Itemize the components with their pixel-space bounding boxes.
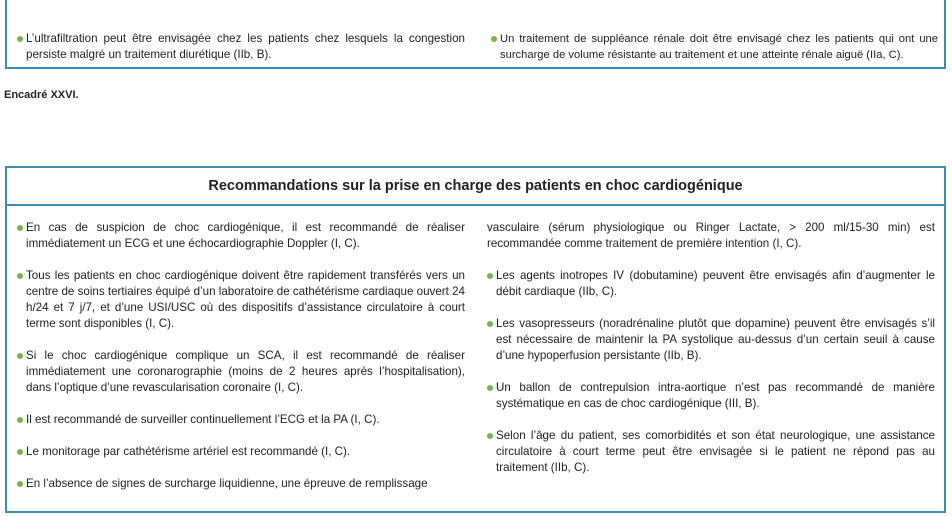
bullet-icon (17, 449, 23, 455)
list-item (491, 31, 938, 63)
bullet-icon (487, 433, 493, 439)
list-item (17, 348, 465, 396)
left-column (17, 220, 465, 508)
list-item (17, 412, 465, 428)
list-item (487, 428, 935, 476)
bullet-icon (17, 353, 23, 359)
item-text: Les agents inotropes IV (dobutamine) peuvent être envisagés afin d’augmenter le débit cardiaque (IIb, C). (496, 269, 935, 298)
top-left-column (17, 31, 465, 79)
bullet-icon (491, 36, 497, 42)
item-text: Le monitorage par cathétérisme artériel est recommandé (I, C). (26, 445, 351, 458)
list-item (17, 31, 465, 63)
bullet-icon (487, 321, 493, 327)
item-text: Tous les patients en choc cardiogénique doivent être rapidement transférés vers un centre de soins tertiaires équipé d’un laboratoire de cathétérisme cardiaque ouvert 24 h/24 et 7 j/7, et d’une USI/USC où des dispositifs d’assistance circulatoire à court terme sont disponibles (I, C). (26, 269, 465, 330)
bullet-icon (487, 273, 493, 279)
previous-recommendation-box (5, 0, 946, 69)
top-right-column (491, 31, 938, 79)
item-text: En l’absence de signes de surcharge liquidienne, une épreuve de remplissage (26, 477, 428, 490)
item-text: vasculaire (sérum physiologique ou Ringer Lactate, > 200 ml/15-30 min) est recommandée comme traitement de première intention (I, C). (487, 221, 935, 250)
item-text: Les vasopresseurs (noradrénaline plutôt que dopamine) peuvent être envisagés s’il est nécessaire de maintenir la PA systolique au-dessus d’un certain seuil à cause d’une hypoperfusion persistante (IIb, B). (496, 317, 935, 362)
list-item (17, 476, 465, 492)
list-item (487, 380, 935, 412)
bullet-icon (17, 417, 23, 423)
box-title: Recommandations sur la prise en charge des patients en choc cardiogénique (7, 168, 944, 206)
item-text: Un traitement de suppléance rénale doit être envisagé chez les patients qui ont une surcharge de volume résistante au traitement et une atteinte rénale aiguë (IIa, C). (500, 33, 938, 61)
item-text: Selon l’âge du patient, ses comorbidités et son état neurologique, une assistance circulatoire à court terme peut être envisagée si le patient ne répond pas au traitement (IIb, C). (496, 429, 935, 474)
recommendation-box (5, 166, 946, 513)
bullet-icon (17, 481, 23, 487)
right-column (487, 220, 935, 492)
item-text: En cas de suspicion de choc cardiogénique, il est recommandé de réaliser immédiatement un ECG et une échocardiographie Doppler (I, C). (26, 221, 465, 250)
list-item-continuation (487, 220, 935, 252)
bullet-icon (487, 385, 493, 391)
item-text: Un ballon de contrepulsion intra-aortique n’est pas recommandé de manière systématique en cas de choc cardiogénique (III, B). (496, 381, 935, 410)
bullet-icon (17, 273, 23, 279)
list-item (487, 316, 935, 364)
box-caption: Encadré XXVI. (4, 89, 79, 101)
bullet-icon (17, 225, 23, 231)
list-item (17, 268, 465, 332)
item-text: Si le choc cardiogénique complique un SCA, il est recommandé de réaliser immédiatement une coronarographie (moins de 2 heures après l’hospitalisation), dans l’optique d’une revascularisation coronaire (I, C). (26, 349, 465, 394)
list-item (17, 444, 465, 460)
list-item (487, 268, 935, 300)
list-item (17, 220, 465, 252)
item-text: L’ultrafiltration peut être envisagée chez les patients chez lesquels la congestion persiste malgré un traitement diurétique (IIb, B). (26, 32, 465, 61)
bullet-icon (17, 36, 23, 42)
item-text: Il est recommandé de surveiller continuellement l’ECG et la PA (I, C). (26, 413, 380, 426)
